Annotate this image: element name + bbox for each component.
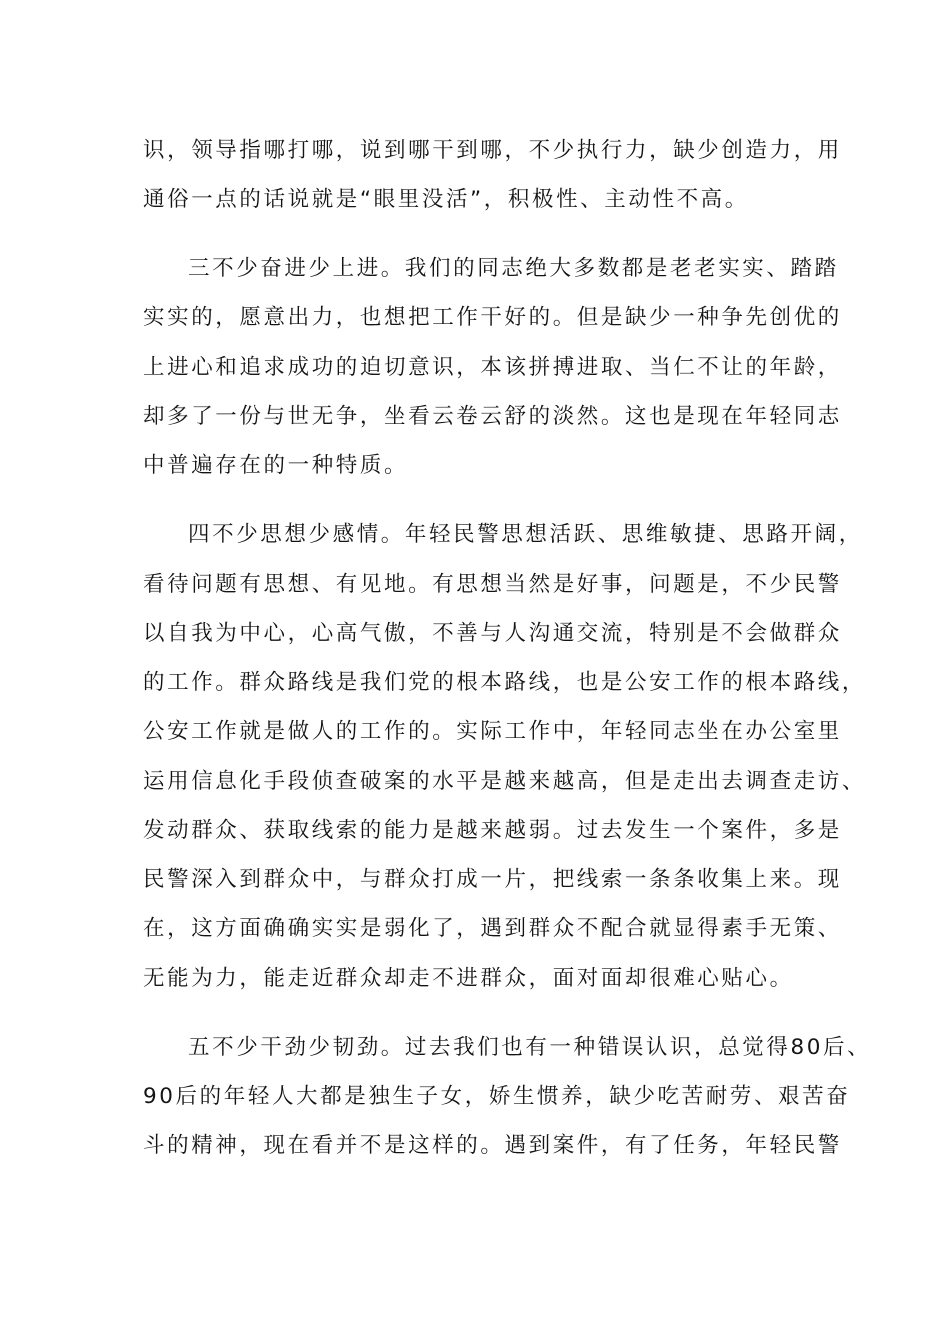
paragraph-3-line-8: 民警深入到群众中，与群众打成一片，把线索一条条收集上来。现 xyxy=(143,867,842,892)
paragraph-3-line-7: 发动群众、获取线索的能力是越来越弱。过去发生一个案件，多是 xyxy=(143,818,842,843)
paragraph-2-line-5: 中普遍存在的一种特质。 xyxy=(143,453,409,478)
paragraph-3-line-3: 以自我为中心，心高气傲，不善与人沟通交流，特别是不会做群众 xyxy=(143,621,842,646)
paragraph-3-line-10: 无能为力，能走近群众却走不进群众，面对面却很难心贴心。 xyxy=(143,966,794,991)
paragraph-3-line-5: 公安工作就是做人的工作的。实际工作中，年轻同志坐在办公室里 xyxy=(143,719,842,744)
paragraph-4-line-2: 90后的年轻人大都是独生子女，娇生惯养，缺少吃苦耐劳、艰苦奋 xyxy=(143,1084,851,1109)
paragraph-1-line-2: 通俗一点的话说就是“眼里没活”，积极性、主动性不高。 xyxy=(143,187,749,212)
paragraph-3-line-6: 运用信息化手段侦查破案的水平是越来越高，但是走出去调查走访、 xyxy=(143,769,867,794)
paragraph-4-line-1: 五不少干劲少韧劲。过去我们也有一种错误认识，总觉得80后、 xyxy=(188,1035,872,1060)
paragraph-2-line-4: 却多了一份与世无争，坐看云卷云舒的淡然。这也是现在年轻同志 xyxy=(143,404,842,429)
paragraph-4-line-3: 斗的精神，现在看并不是这样的。遇到案件，有了任务，年轻民警 xyxy=(143,1133,842,1158)
paragraph-3-line-9: 在，这方面确确实实是弱化了，遇到群众不配合就显得素手无策、 xyxy=(143,916,842,941)
paragraph-3-line-4: 的工作。群众路线是我们党的根本路线，也是公安工作的根本路线， xyxy=(143,670,867,695)
paragraph-1-line-1: 识，领导指哪打哪，说到哪干到哪，不少执行力，缺少创造力，用 xyxy=(143,138,842,163)
paragraph-3-line-2: 看待问题有思想、有见地。有思想当然是好事，问题是，不少民警 xyxy=(143,572,842,597)
paragraph-2-line-1: 三不少奋进少上进。我们的同志绝大多数都是老老实实、踏踏 xyxy=(188,256,839,281)
paragraph-3-line-1: 四不少思想少感情。年轻民警思想活跃、思维敏捷、思路开阔， xyxy=(188,522,863,547)
paragraph-2-line-3: 上进心和追求成功的迫切意识，本该拼搏进取、当仁不让的年龄， xyxy=(143,355,842,380)
paragraph-2-line-2: 实实的，愿意出力，也想把工作干好的。但是缺少一种争先创优的 xyxy=(143,305,842,330)
